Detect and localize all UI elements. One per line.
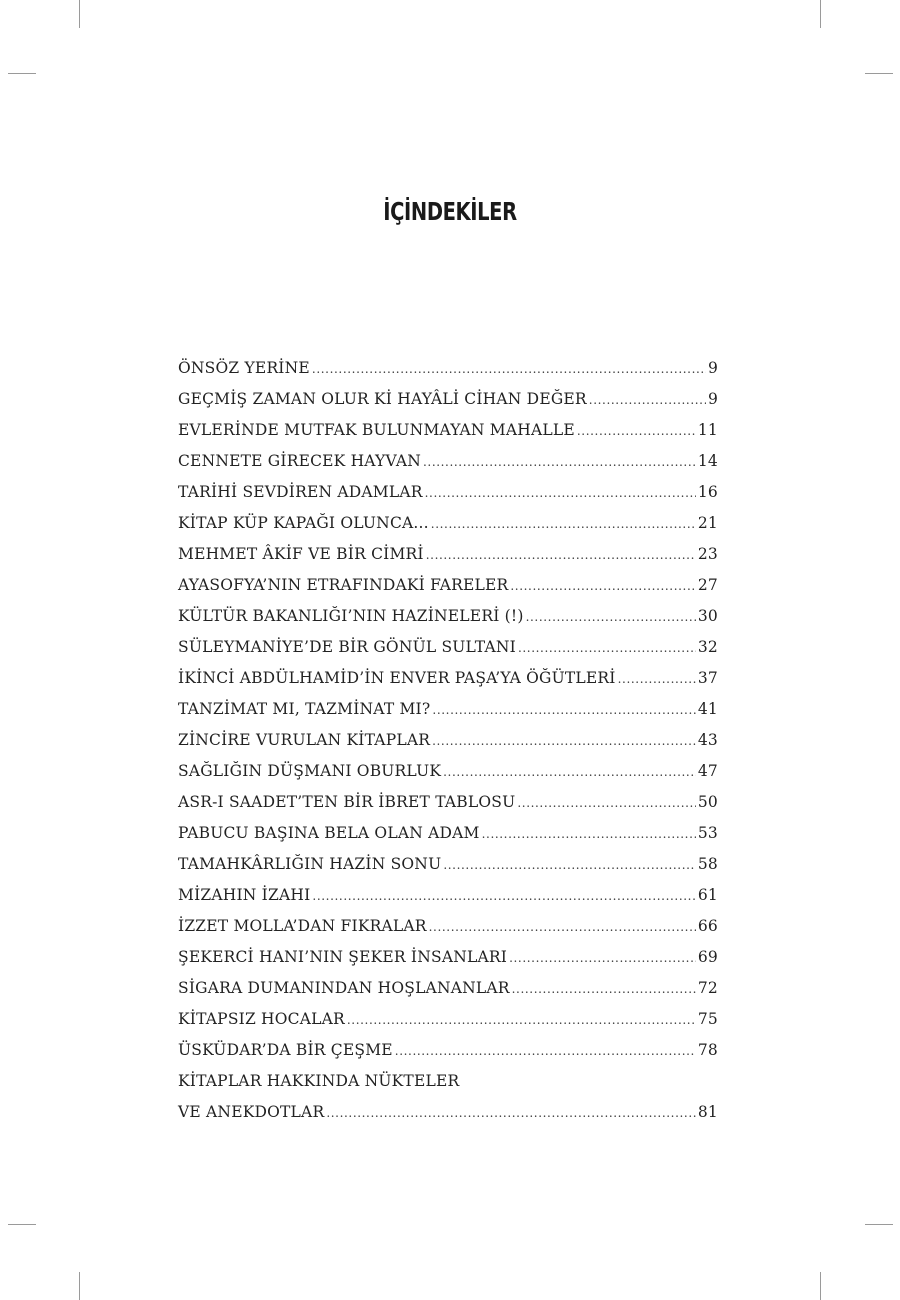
toc-entry-page: 43: [697, 731, 718, 749]
toc-entry-page: 23: [697, 545, 718, 563]
page-title: İÇİNDEKİLER: [383, 196, 517, 226]
toc-entry: [178, 353, 718, 384]
leader-dots: [517, 788, 696, 819]
leader-dots: [432, 726, 696, 757]
toc-entry-title: ÖNSÖZ YERİNE: [178, 359, 310, 377]
toc-entry-page: 47: [697, 762, 718, 780]
toc-entry: [178, 787, 718, 818]
leader-dots: [429, 912, 696, 943]
toc-entry-title: İKİNCİ ABDÜLHAMİD’İN ENVER PAŞA’YA ÖĞÜTLERİ: [178, 669, 616, 687]
toc-entry-page: 78: [697, 1041, 718, 1059]
leader-dots: [423, 447, 696, 478]
toc-entry: [178, 756, 718, 787]
toc-entry-title: KİTAP KÜP KAPAĞI OLUNCA...: [178, 514, 429, 532]
toc-entry-page: 9: [707, 359, 718, 377]
toc-entry-page: 30: [697, 607, 718, 625]
toc-entry-page: 72: [697, 979, 718, 997]
toc-entry-title: İZZET MOLLA’DAN FIKRALAR: [178, 917, 427, 935]
leader-dots: [443, 850, 696, 881]
leader-dots: [482, 819, 696, 850]
toc-entry: [178, 1004, 718, 1035]
leader-dots: [577, 416, 696, 447]
toc-entry-page: 66: [697, 917, 718, 935]
toc-entry-title: VE ANEKDOTLAR: [178, 1103, 325, 1121]
toc-entry-title: ŞEKERCİ HANI’NIN ŞEKER İNSANLARI: [178, 948, 508, 966]
toc-entry-title: SÜLEYMANİYE’DE BİR GÖNÜL SULTANI: [178, 638, 516, 656]
leader-dots: [312, 881, 695, 912]
toc-entry: [178, 1035, 718, 1066]
toc-entry: [178, 1097, 718, 1128]
toc-entry-title: TAMAHKÂRLIĞIN HAZİN SONU: [178, 855, 442, 873]
toc-entry-page: 61: [697, 886, 718, 904]
toc-entry: [178, 632, 718, 663]
crop-mark-top-left: [79, 0, 80, 28]
leader-dots: [443, 757, 696, 788]
toc-entry: [178, 477, 718, 508]
toc-entry-page: 69: [697, 948, 718, 966]
toc-entry: [178, 663, 718, 694]
crop-mark-left-top: [8, 73, 36, 74]
toc-entry: [178, 508, 718, 539]
toc-entry-title: SİGARA DUMANINDAN HOŞLANANLAR: [178, 979, 510, 997]
toc-entry-title: TANZİMAT MI, TAZMİNAT MI?: [178, 700, 431, 718]
toc-entry: [178, 601, 718, 632]
leader-dots: [618, 664, 696, 695]
toc-entry-page: 50: [697, 793, 718, 811]
toc-entry-title: ZİNCİRE VURULAN KİTAPLAR: [178, 731, 431, 749]
crop-mark-left-bottom: [8, 1224, 36, 1225]
toc-entry: [178, 942, 718, 973]
leader-dots: [512, 974, 696, 1005]
leader-dots: [518, 633, 696, 664]
leader-dots: [510, 571, 695, 602]
leader-dots: [426, 540, 696, 571]
leader-dots: [312, 354, 706, 385]
toc-entry-title: KİTAPSIZ HOCALAR: [178, 1010, 345, 1028]
toc-entry-title: GEÇMİŞ ZAMAN OLUR Kİ HAYÂLİ CİHAN DEĞER: [178, 390, 587, 408]
leader-dots: [431, 509, 696, 540]
toc-entry-page: 37: [697, 669, 718, 687]
toc-entry: [178, 849, 718, 880]
toc-entry-page: 14: [697, 452, 718, 470]
crop-mark-bottom-right: [820, 1272, 821, 1300]
crop-mark-bottom-left: [79, 1272, 80, 1300]
toc-entry-page: 81: [697, 1103, 718, 1121]
leader-dots: [395, 1036, 696, 1067]
leader-dots: [432, 695, 695, 726]
toc-entry-title: EVLERİNDE MUTFAK BULUNMAYAN MAHALLE: [178, 421, 575, 439]
toc-entry: [178, 384, 718, 415]
toc-entry-page: 53: [697, 824, 718, 842]
toc-entry-title: AYASOFYA’NIN ETRAFINDAKİ FARELER: [178, 576, 509, 594]
leader-dots: [589, 385, 706, 416]
toc-entry-page: 41: [697, 700, 718, 718]
toc-entry-title: KÜLTÜR BAKANLIĞI’NIN HAZİNELERİ (!): [178, 607, 524, 625]
toc-entry-title: ÜSKÜDAR’DA BİR ÇEŞME: [178, 1041, 393, 1059]
toc-entry: [178, 973, 718, 1004]
toc-entry: [178, 911, 718, 942]
toc-entry: [178, 694, 718, 725]
leader-dots: [347, 1005, 696, 1036]
toc-entry-page: 27: [697, 576, 718, 594]
toc-entry-title: MEHMET ÂKİF VE BİR CİMRİ: [178, 545, 424, 563]
toc-entry: [178, 570, 718, 601]
toc-entry-page: 9: [707, 390, 718, 408]
toc-entry-title: CENNETE GİRECEK HAYVAN: [178, 452, 421, 470]
leader-dots: [509, 943, 696, 974]
toc-entry-page: 75: [697, 1010, 718, 1028]
toc-entry-page: 16: [697, 483, 718, 501]
toc-entry: [178, 446, 718, 477]
crop-mark-right-bottom: [865, 1224, 893, 1225]
toc-entry: [178, 818, 718, 849]
toc-entry-title: PABUCU BAŞINA BELA OLAN ADAM: [178, 824, 480, 842]
toc-entry-title: MİZAHIN İZAHI: [178, 886, 311, 904]
leader-dots: [425, 478, 696, 509]
leader-dots: [526, 602, 696, 633]
table-of-contents: [178, 353, 718, 1128]
toc-entry: [178, 725, 718, 756]
toc-entry: [178, 880, 718, 911]
toc-entry-page: 21: [697, 514, 718, 532]
crop-mark-right-top: [865, 73, 893, 74]
toc-entry-page: 32: [697, 638, 718, 656]
toc-entry-title: TARİHİ SEVDİREN ADAMLAR: [178, 483, 423, 501]
leader-dots: [326, 1098, 696, 1129]
toc-entry: [178, 539, 718, 570]
toc-entry: [178, 415, 718, 446]
toc-entry-page: 11: [697, 421, 718, 439]
crop-mark-top-right: [820, 0, 821, 28]
toc-entry-title: ASR-I SAADET’TEN BİR İBRET TABLOSU: [178, 793, 516, 811]
toc-entry: [178, 1066, 718, 1097]
toc-entry-title: SAĞLIĞIN DÜŞMANI OBURLUK: [178, 762, 442, 780]
toc-entry-page: 58: [697, 855, 718, 873]
toc-entry-title: KİTAPLAR HAKKINDA NÜKTELER: [178, 1072, 460, 1090]
